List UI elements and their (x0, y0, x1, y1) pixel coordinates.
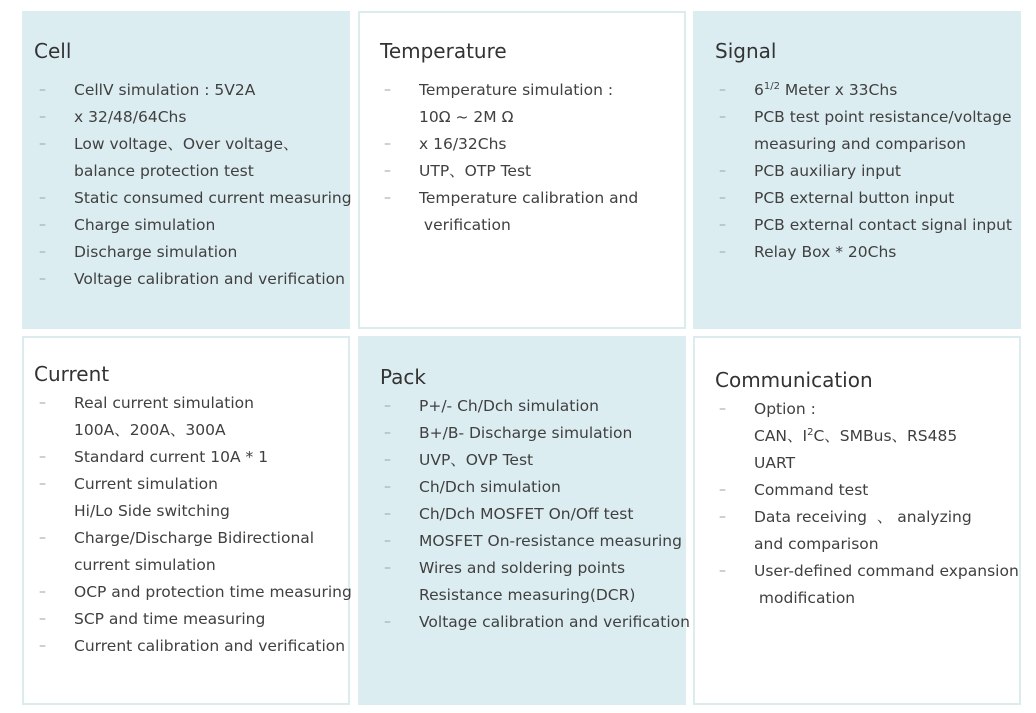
dash-bullet-icon: – (39, 530, 46, 546)
dash-bullet-icon: – (719, 244, 726, 260)
list-item: – PCB test point resistance/voltage measuring and comparison (717, 104, 1012, 158)
feature-list (37, 77, 352, 293)
list-item: – PCB external contact signal input (717, 212, 1012, 239)
list-item: – $6^{1/2}$ Meter x 33Chs (717, 77, 1012, 104)
dash-bullet-icon: – (719, 217, 726, 233)
list-item: – Current calibration and verification (37, 633, 352, 660)
list-item: – Relay Box * 20Chs (717, 239, 1012, 266)
list-item: – OCP and protection time measuring (37, 579, 352, 606)
dash-bullet-icon: – (384, 82, 391, 98)
list-item: – Ch/Dch simulation (382, 474, 690, 501)
dash-bullet-icon: – (384, 398, 391, 414)
list-item: – x 16/32Chs (382, 131, 638, 158)
dash-bullet-icon: – (719, 509, 726, 525)
list-item: – Charge/Discharge Bidirectional current simulation (37, 525, 352, 579)
list-item: – MOSFET On-resistance measuring (382, 528, 690, 555)
list-item: – Current simulation Hi/Lo Side switching (37, 471, 352, 525)
card-signal (693, 11, 1021, 329)
list-item: – Temperature calibration and verification (382, 185, 638, 239)
dash-bullet-icon: – (39, 217, 46, 233)
list-item: – UVP、OVP Test (382, 447, 690, 474)
list-item: – x 32/48/64Chs (37, 104, 352, 131)
list-item: – P+/- Ch/Dch simulation (382, 393, 690, 420)
dash-bullet-icon: – (39, 584, 46, 600)
list-item: – Wires and soldering points Resistance measuring(DCR) (382, 555, 690, 609)
list-item: – Discharge simulation (37, 239, 352, 266)
list-item: – Ch/Dch MOSFET On/Off test (382, 501, 690, 528)
dash-bullet-icon: – (719, 563, 726, 579)
dash-bullet-icon: – (39, 271, 46, 287)
list-item: – Charge simulation (37, 212, 352, 239)
dash-bullet-icon: – (384, 479, 391, 495)
card-temperature (358, 11, 686, 329)
list-item: – UTP、OTP Test (382, 158, 638, 185)
dash-bullet-icon: – (39, 611, 46, 627)
dash-bullet-icon: – (39, 190, 46, 206)
dash-bullet-icon: – (39, 82, 46, 98)
list-item: – CellV simulation : 5V2A (37, 77, 352, 104)
list-item: – Voltage calibration and verification (382, 609, 690, 636)
list-item: – Temperature simulation : 10Ω ~ 2M Ω (382, 77, 638, 131)
dash-bullet-icon: – (719, 482, 726, 498)
feature-list (37, 390, 352, 660)
list-item: – User-defined command expansion modification (717, 558, 1019, 612)
card-current (22, 336, 350, 705)
card-pack (358, 336, 690, 705)
card-communication (693, 336, 1021, 705)
dash-bullet-icon: – (719, 190, 726, 206)
card-title: Pack (380, 365, 426, 389)
dash-bullet-icon: – (384, 506, 391, 522)
list-item: – SCP and time measuring (37, 606, 352, 633)
list-item: – Real current simulation 100A、200A、300A (37, 390, 352, 444)
feature-list (382, 393, 690, 636)
dash-bullet-icon: – (384, 560, 391, 576)
card-title: Communication (715, 368, 873, 392)
list-item: – Voltage calibration and verification (37, 266, 352, 293)
feature-list (382, 77, 638, 239)
feature-list (717, 396, 1019, 612)
dash-bullet-icon: – (39, 638, 46, 654)
dash-bullet-icon: – (719, 109, 726, 125)
card-cell (22, 11, 350, 329)
dash-bullet-icon: – (384, 163, 391, 179)
dash-bullet-icon: – (384, 614, 391, 630)
list-item: – PCB auxiliary input (717, 158, 1012, 185)
feature-list (717, 77, 1012, 266)
list-item: – Option : CAN、$I^2C$、SMBus、RS485 UART (717, 396, 1019, 477)
dash-bullet-icon: – (719, 163, 726, 179)
card-title: Temperature (380, 39, 507, 63)
list-item: – Standard current 10A * 1 (37, 444, 352, 471)
dash-bullet-icon: – (39, 109, 46, 125)
dash-bullet-icon: – (719, 82, 726, 98)
dash-bullet-icon: – (384, 452, 391, 468)
list-item: – PCB external button input (717, 185, 1012, 212)
dash-bullet-icon: – (384, 136, 391, 152)
dash-bullet-icon: – (39, 476, 46, 492)
dash-bullet-icon: – (39, 136, 46, 152)
dash-bullet-icon: – (39, 449, 46, 465)
card-title: Cell (34, 39, 72, 63)
dash-bullet-icon: – (719, 401, 726, 417)
list-item: – B+/B- Discharge simulation (382, 420, 690, 447)
list-item: – Low voltage、Over voltage、 balance protection test (37, 131, 352, 185)
card-title: Current (34, 362, 110, 386)
list-item: – Static consumed current measuring (37, 185, 352, 212)
list-item: – Data receiving 、 analyzing and comparison (717, 504, 1019, 558)
dash-bullet-icon: – (384, 190, 391, 206)
card-title: Signal (715, 39, 777, 63)
dash-bullet-icon: – (39, 395, 46, 411)
dash-bullet-icon: – (384, 425, 391, 441)
dash-bullet-icon: – (39, 244, 46, 260)
dash-bullet-icon: – (384, 533, 391, 549)
list-item: – Command test (717, 477, 1019, 504)
